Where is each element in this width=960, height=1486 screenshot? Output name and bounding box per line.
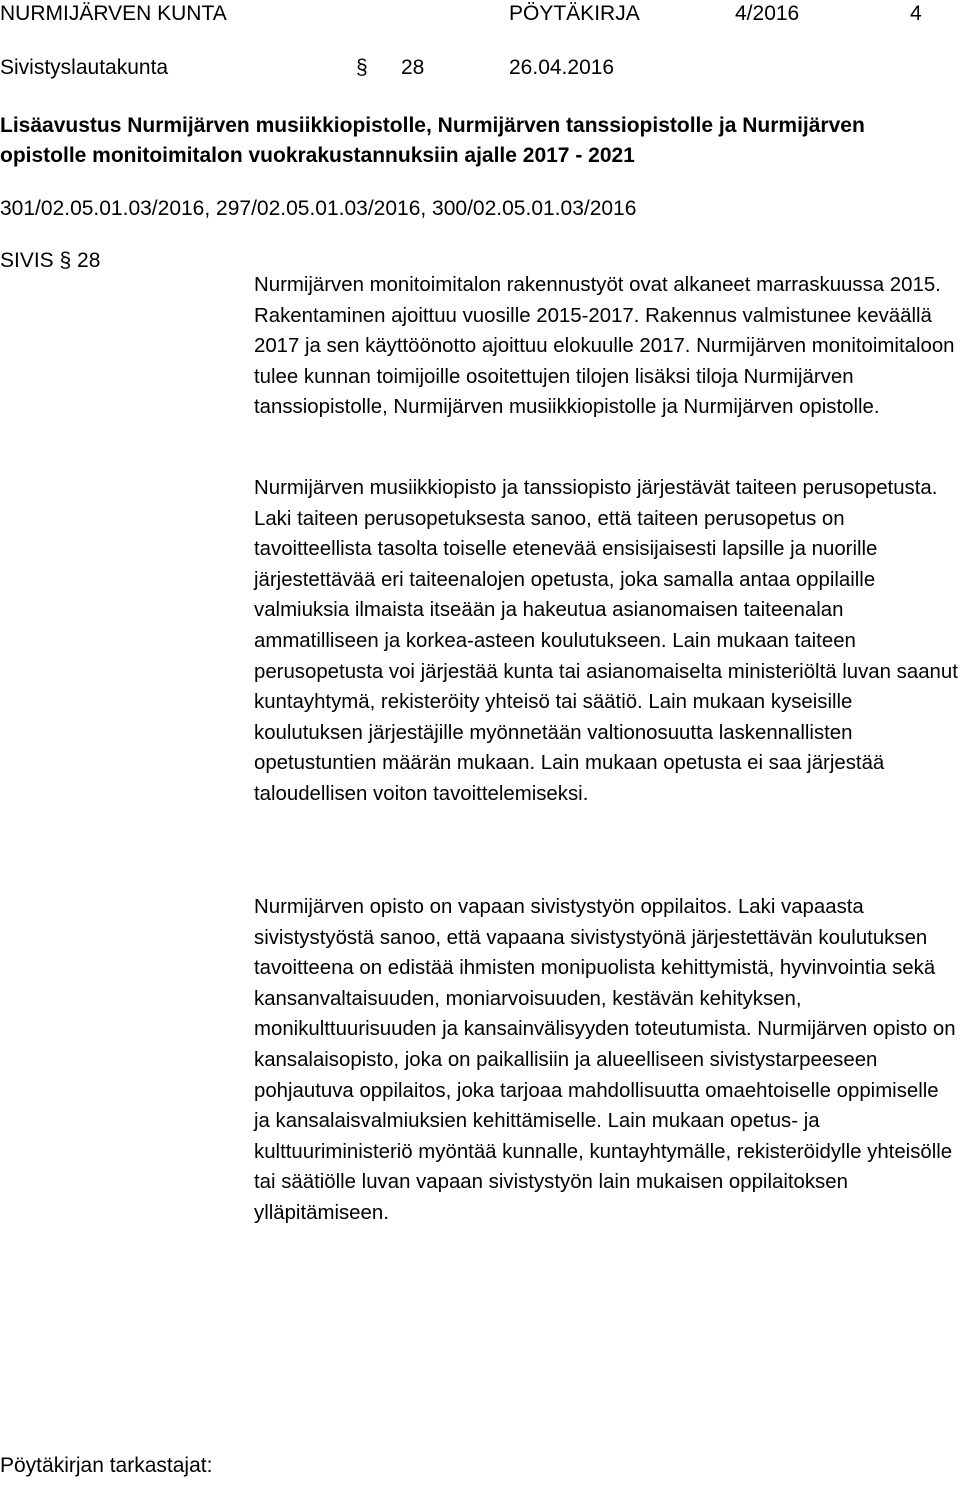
meeting-date: 26.04.2016 [509,56,615,79]
board-name: Sivistyslautakunta [0,56,169,79]
document-number: 4/2016 [735,2,800,25]
paragraph-art-education: Nurmijärven musiikkiopisto ja tanssiopisto järjestävät taiteen perusopetusta. Laki taiteen perusopetuksesta sanoo, että taiteen perusopetus on tavoitteellista tasolta toiselle etenevää ensisijaisesti lapsille ja nuorille järjestettävää eri taiteenalojen opetusta, joka samalla antaa oppilaille valmiuksia ilmaista itseään ja hakeutua asianomaisen taiteenalan ammatilliseen ja korkea-asteen koulutukseen. Lain mukaan taiteen perusopetusta voi järjestää kunta tai asianomaiselta ministeriöltä luvan saanut kuntayhtymä, rekisteröity yhteisö tai säätiö. Lain mukaan kyseisille koulutuksen järjestäjille myönnetään valtionosuutta laskennallisten opetustuntien määrän mukaan. Lain mukaan opetusta ei saa järjestää taloudellisen voiton tavoittelemiseksi. [254,477,958,805]
municipality-name: NURMIJÄRVEN KUNTA [0,2,227,25]
section-number: 28 [401,56,425,79]
document-title-line-1: Lisäavustus Nurmijärven musiikkiopistolle, Nurmijärven tanssiopistolle ja Nurmijärven [0,114,865,137]
section-sign-icon: § [356,56,368,79]
footer-reviewers-label: Pöytäkirjan tarkastajat: [0,1454,213,1477]
page-number: 4 [910,2,922,25]
paragraph-adult-education: Nurmijärven opisto on vapaan sivistystyön oppilaitos. Laki vapaasta sivistystyöstä sanoo, että vapaana sivistystyönä järjestettävän koulutuksen tavoitteena on edistää ihmisten monipuolista kehittymistä, hyvinvointia sekä kansanvaltaisuuden, moniarvoisuuden, kestävän kehityksen, monikulttuurisuuden ja kansainvälisyyden toteutumista. Nurmijärven opisto on kansalaisopisto, joka on paikallisiin ja alueelliseen sivistystarpeeseen pohjautuva oppilaitos, joka tarjoaa mahdollisuutta omaehtoiselle oppimiselle ja kansalaisvalmiuksien kehittämiselle. Lain mukaan opetus- ja kulttuuriministeriö myöntää kunnalle, kuntayhtymälle, rekisteröidylle yhteisölle tai säätiölle luvan vapaan sivistystyön lain mukaisen oppilaitoksen ylläpitämiseen. [254,896,956,1224]
paragraph-building: Nurmijärven monitoimitalon rakennustyöt ovat alkaneet marraskuussa 2015. Rakentaminen ajoittuu vuosille 2015-2017. Rakennus valmistunee keväällä 2017 ja sen käyttöönotto ajoittuu elokuulle 2017. Nurmijärven monitoimitaloon tulee kunnan toimijoille osoitettujen tilojen lisäksi tiloja Nurmijärven tanssiopistolle, Nurmijärven musiikkiopistolle ja Nurmijärven opistolle. [254,274,955,419]
document-type: PÖYTÄKIRJA [509,2,640,25]
reference-numbers: 301/02.05.01.03/2016, 297/02.05.01.03/2016, 300/02.05.01.03/2016 [0,197,637,220]
document-title-line-2: opistolle monitoimitalon vuokrakustannuksiin ajalle 2017 - 2021 [0,144,635,167]
section-label: SIVIS § 28 [0,249,101,272]
